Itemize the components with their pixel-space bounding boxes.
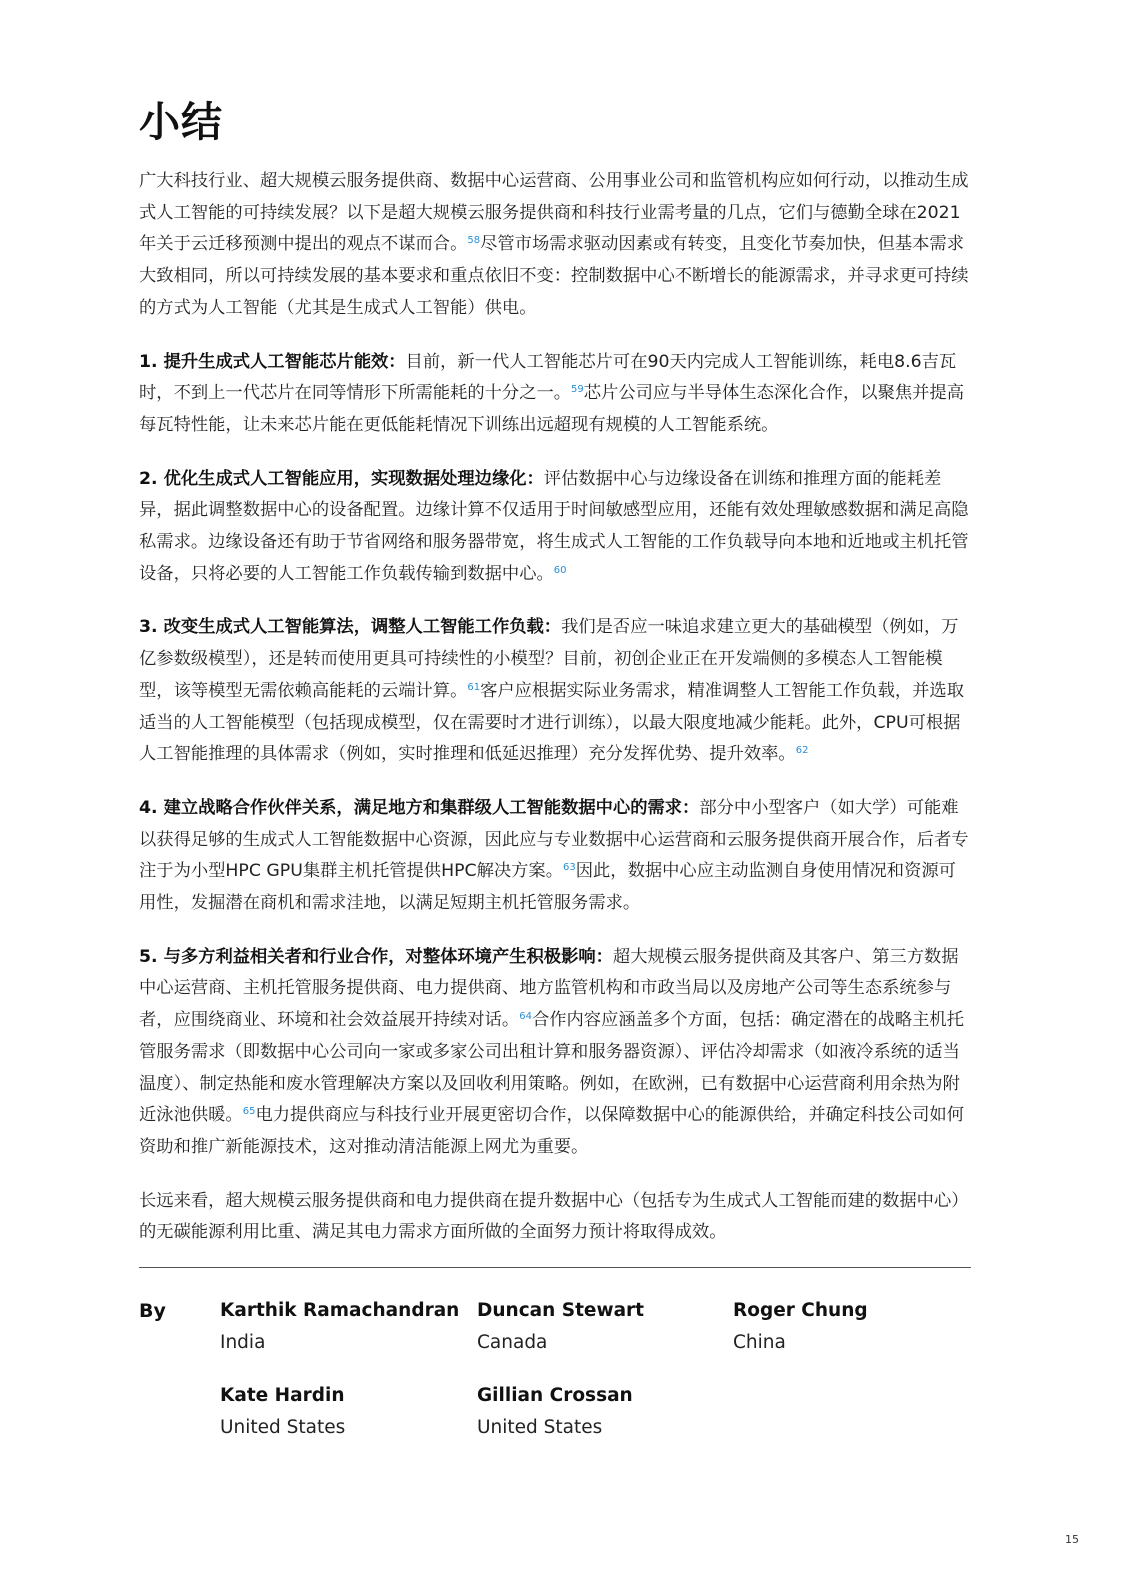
- author: [477, 1380, 717, 1444]
- intro-text: 尽管市场需求驱动因素或有转变，且变化节奏加快，但基本需求大致相同，所以可持续发展的基本要求和重点依旧不变：控制数据中心不断增长的能源需求，并寻求更可持续的方式为人工智能（尤其是生成式人工智能）供电。: [139, 234, 969, 318]
- closing-paragraph: 长远来看，超大规模云服务提供商和电力提供商在提升数据中心（包括专为生成式人工智能而建的数据中心）的无碳能源利用比重、满足其电力需求方面所做的全面努力预计将取得成效。: [139, 1190, 969, 1243]
- point-text: 因此，数据中心应主动监测自身使用情况和资源可用性，发掘潜在商机和需求洼地，以满足短期主机托管服务需求。: [139, 861, 956, 914]
- footnote-ref[interactable]: 61: [467, 681, 481, 693]
- point-text: 超大规模云服务提供商及其客户、第三方数据中心运营商、主机托管服务提供商、电力提供商、地方监管机构和市政当局以及房地产公司等生态系统参与者，应围绕商业、环境和社会效益展开持续对话。: [139, 946, 959, 1031]
- author: [733, 1295, 973, 1359]
- author: [220, 1380, 460, 1444]
- author-name: Gillian Crossan: [477, 1385, 633, 1406]
- footnote-ref[interactable]: 60: [553, 564, 567, 576]
- author-name: Duncan Stewart: [477, 1300, 645, 1321]
- byline-label: By: [139, 1300, 166, 1322]
- author-location: India: [220, 1332, 266, 1353]
- footnote-ref[interactable]: 65: [242, 1106, 256, 1118]
- author: [220, 1295, 460, 1359]
- point-text: 我们是否应一味追求建立更大的基础模型（例如，万亿参数级模型），还是转而使用更具可持续性的小模型？目前，初创企业正在开发端侧的多模态人工智能模型，该等模型无需依赖高能耗的云端计算。: [139, 617, 959, 701]
- point-heading: 4. 建立战略合作伙伴关系，满足地方和集群级人工智能数据中心的需求：: [139, 797, 700, 818]
- point-paragraph: [139, 793, 971, 920]
- point-text: 合作内容应涵盖多个方面，包括：确定潜在的战略主机托管服务需求（即数据中心公司向一家或多家公司出租计算和服务器资源）、评估冷却需求（如液冷系统的适当温度）、制定热能和废水管理解决方案以及回收利用策略。例如，在欧洲，已有数据中心运营商利用余热为附近泳池供暖。: [139, 1010, 964, 1126]
- point-text: 评估数据中心与边缘设备在训练和推理方面的能耗差异，据此调整数据中心的设备配置。边缘计算不仅适用于时间敏感型应用，还能有效处理敏感数据和满足高隐私需求。边缘设备还有助于节省网络和服务器带宽，将生成式人工智能的工作负载导向本地和近地或主机托管设备，只将必要的人工智能工作负载传输到数据中心。: [139, 468, 969, 584]
- page-number: 15: [1065, 1533, 1079, 1546]
- page-title: 小结: [139, 98, 223, 146]
- author-name: Kate Hardin: [220, 1385, 345, 1406]
- point-heading: 1. 提升生成式人工智能芯片能效：: [139, 351, 406, 372]
- footnote-ref[interactable]: 64: [519, 1011, 532, 1023]
- point-paragraph: [139, 612, 971, 771]
- point-heading: 2. 优化生成式人工智能应用，实现数据处理边缘化：: [139, 468, 544, 489]
- intro-text: 广大科技行业、超大规模云服务提供商、数据中心运营商、公用事业公司和监管机构应如何行动，以推动生成式人工智能的可持续发展？以下是超大规模云服务提供商和科技行业需考量的几点，它们与德勤全球在2021年关于云迁移预测中提出的观点不谋而合。: [139, 171, 969, 255]
- author-location: China: [733, 1332, 786, 1353]
- footnote-ref[interactable]: 62: [795, 745, 809, 757]
- point-paragraph: [139, 464, 971, 591]
- point-heading: 3. 改变生成式人工智能算法，调整人工智能工作负载：: [139, 617, 562, 638]
- author-name: Roger Chung: [733, 1300, 868, 1321]
- byline: [139, 1295, 971, 1455]
- author: [477, 1295, 717, 1359]
- intro-paragraph: [139, 166, 971, 325]
- point-paragraph: [139, 347, 971, 442]
- footnote-ref[interactable]: 58: [467, 235, 481, 247]
- footnote-ref[interactable]: 63: [562, 862, 576, 874]
- point-paragraph: [139, 942, 971, 1164]
- author-location: United States: [220, 1417, 346, 1438]
- point-heading: 5. 与多方利益相关者和行业合作，对整体环境产生积极影响：: [139, 946, 613, 967]
- divider: [139, 1267, 971, 1268]
- point-text: 电力提供商应与科技行业开展更密切合作，以保障数据中心的能源供给，并确定科技公司如何资助和推广新能源技术，这对推动清洁能源上网尤为重要。: [139, 1105, 964, 1157]
- point-text: 客户应根据实际业务需求，精准调整人工智能工作负载，并选取适当的人工智能模型（包括现成模型，仅在需要时才进行训练），以最大限度地减少能耗。此外，CPU可根据人工智能推理的具体需求（例如，实时推理和低延迟推理）充分发挥优势、提升效率。: [139, 680, 964, 765]
- point-text: 芯片公司应与半导体生态深化合作，以聚焦并提高每瓦特性能，让未来芯片能在更低能耗情况下训练出远超现有规模的人工智能系统。: [139, 383, 964, 435]
- author-location: United States: [477, 1417, 603, 1438]
- main-content: [139, 92, 971, 1249]
- point-text: 部分中小型客户（如大学）可能难以获得足够的生成式人工智能数据中心资源，因此应与专业数据中心运营商和云服务提供商开展合作，后者专注于为小型HPC GPU集群主机托管提供HPC解决方案。: [139, 797, 969, 882]
- footnote-ref[interactable]: 59: [571, 384, 584, 396]
- point-text: 目前，新一代人工智能芯片可在90天内完成人工智能训练，耗电8.6吉瓦时，不到上一代芯片在同等情形下所需能耗的十分之一。: [139, 351, 957, 404]
- author-name: Karthik Ramachandran: [220, 1300, 460, 1321]
- author-location: Canada: [477, 1332, 548, 1353]
